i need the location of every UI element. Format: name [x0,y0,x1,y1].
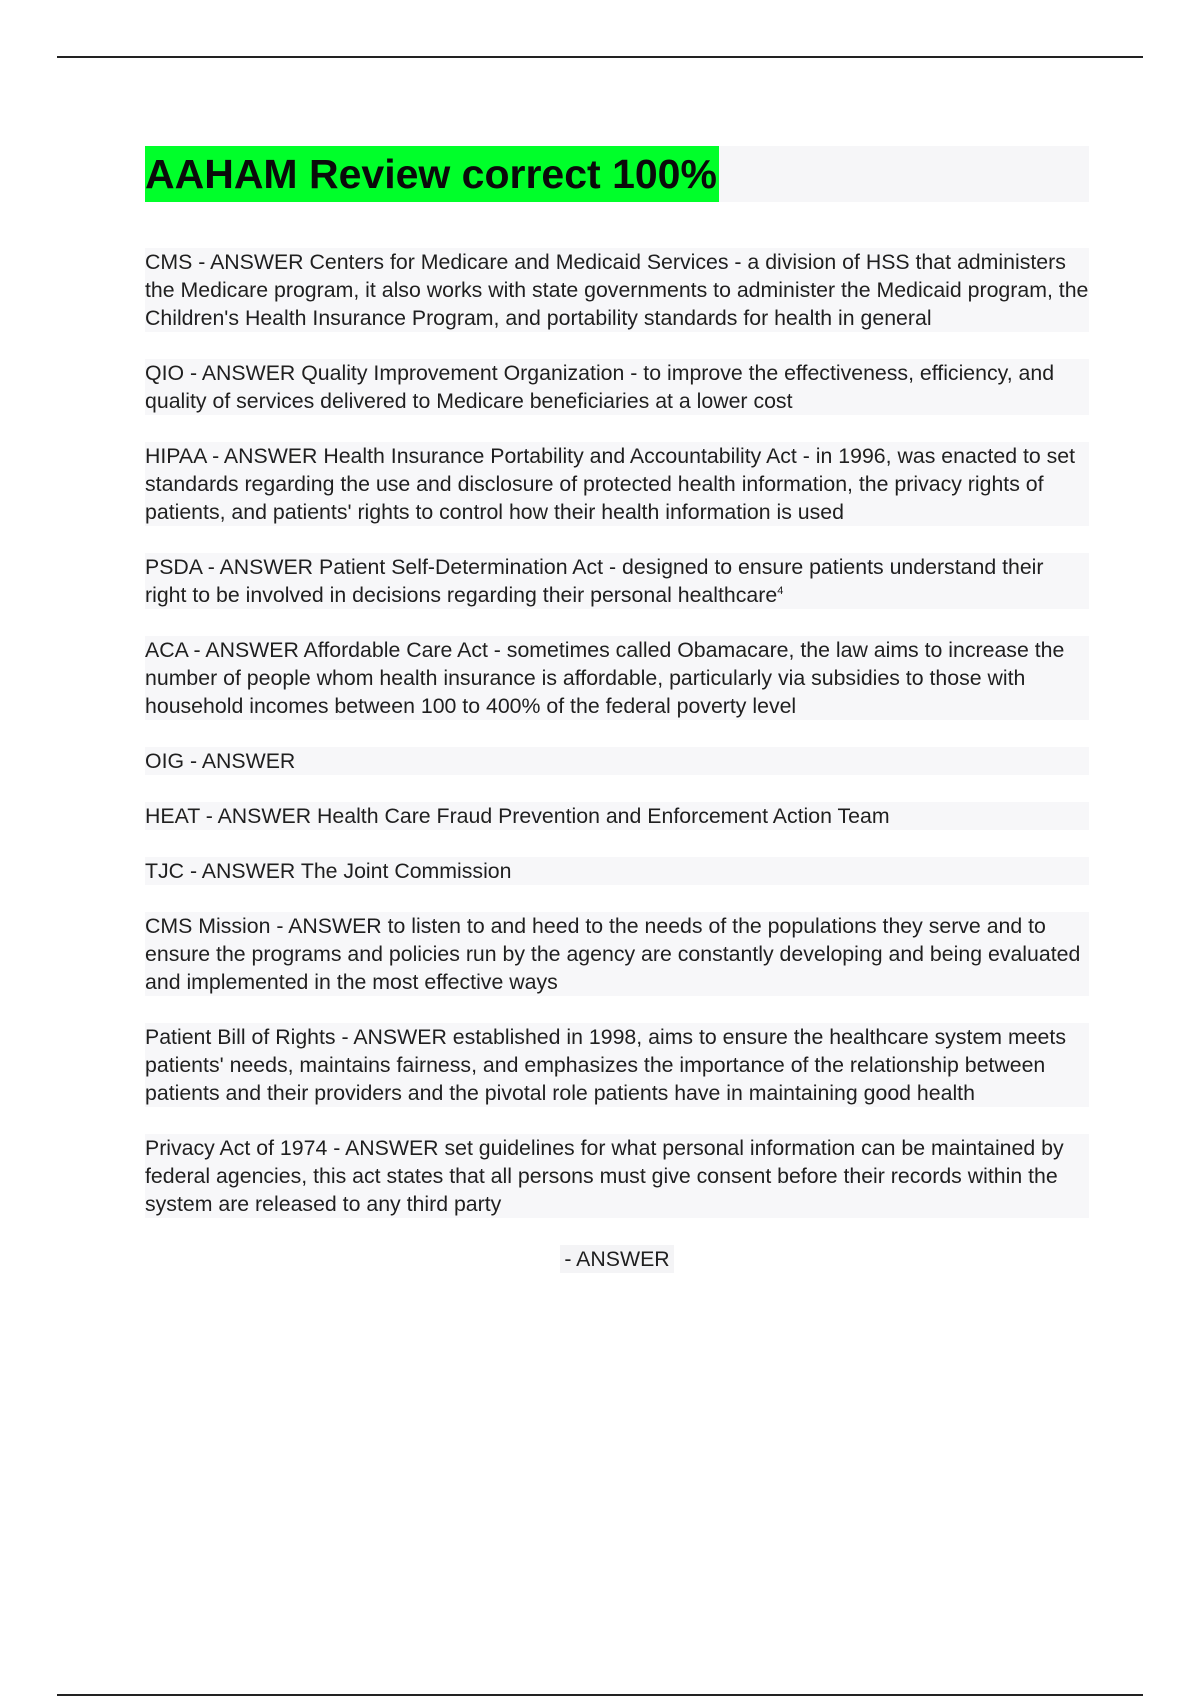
qa-entry [145,857,1089,885]
qa-list [145,248,1089,1218]
entry-term: Privacy Act of 1974 [145,1136,328,1160]
entry-term: Patient Bill of Rights [145,1025,336,1049]
qa-entry [145,747,1089,775]
entry-answer: established in 1998, aims to ensure the healthcare system meets patients' needs, maintains fairness, and emphasizes the importance of the relationship between patients and their providers and the pivotal role patients have in maintaining good health [145,1025,1066,1105]
qa-entry [145,1134,1089,1218]
entry-answer: Patient Self-Determination Act - designed to ensure patients understand their right to be involved in decisions regarding their personal healthcare [145,555,1044,607]
entry-answer: Quality Improvement Organization - to improve the effectiveness, efficiency, and quality of services delivered to Medicare beneficiaries at a lower cost [145,361,1055,413]
entry-answer: Centers for Medicare and Medicaid Services - a division of HSS that administers the Medicare program, it also works with state governments to administer the Medicaid program, the Children's Health Insurance Program, and portability standards for health in general [145,250,1089,330]
entry-answer: The Joint Commission [300,859,512,883]
answer-marker: - ANSWER [270,914,388,938]
footnote-marker: 4 [777,584,784,597]
entry-term: HEAT [145,804,200,828]
answer-marker: - ANSWER [184,361,302,385]
entry-answer: to listen to and heed to the needs of the populations they serve and to ensure the programs and policies run by the agency are constantly developing and being evaluated and implemented in the most effective ways [145,914,1081,994]
bottom-divider [57,1694,1143,1696]
answer-marker: - ANSWER [206,444,324,468]
trailing-answer-marker: - ANSWER [560,1245,673,1273]
qa-entry [145,636,1089,720]
answer-marker: - ANSWER [201,555,319,579]
entry-term: ACA [145,638,188,662]
answer-marker: - ANSWER [335,1025,453,1049]
title-bar [145,146,1089,202]
qa-entry [145,442,1089,526]
qa-entry [145,248,1089,332]
answer-marker: - ANSWER [184,859,301,883]
answer-marker: - ANSWER [192,250,310,274]
entry-term: HIPAA [145,444,207,468]
qa-entry [145,553,1089,609]
top-divider [57,56,1143,58]
entry-answer: Health Insurance Portability and Accountability Act - in 1996, was enacted to set standards regarding the use and disclosure of protected health information, the privacy rights of patients, and patients' rights to control how their health information is used [145,444,1076,524]
page-title: AAHAM Review correct 100% [145,146,719,202]
qa-entry [145,802,1089,830]
qa-entry [145,1023,1089,1107]
entry-term: PSDA [145,555,202,579]
answer-marker: - ANSWER [327,1136,445,1160]
entry-term: CMS Mission [145,914,271,938]
answer-marker: - ANSWER [199,804,317,828]
document-body [145,146,1089,1300]
entry-term: QIO [145,361,185,385]
entry-term: TJC [145,859,185,883]
qa-entry [145,912,1089,996]
entry-term: CMS [145,250,193,274]
answer-marker: - ANSWER [184,749,296,773]
trailing-entry [145,1245,1089,1273]
entry-answer: Affordable Care Act - sometimes called Obamacare, the law aims to increase the number of people whom health insurance is affordable, particularly via subsidies to those with household incomes between 100 to 400% of the federal poverty level [145,638,1065,718]
entry-answer: set guidelines for what personal information can be maintained by federal agencies, this act states that all persons must give consent before their records within the system are released to any third party [145,1136,1064,1216]
entry-term: OIG [145,749,185,773]
entry-answer: Health Care Fraud Prevention and Enforcement Action Team [317,804,890,828]
answer-marker: - ANSWER [187,638,304,662]
qa-entry [145,359,1089,415]
